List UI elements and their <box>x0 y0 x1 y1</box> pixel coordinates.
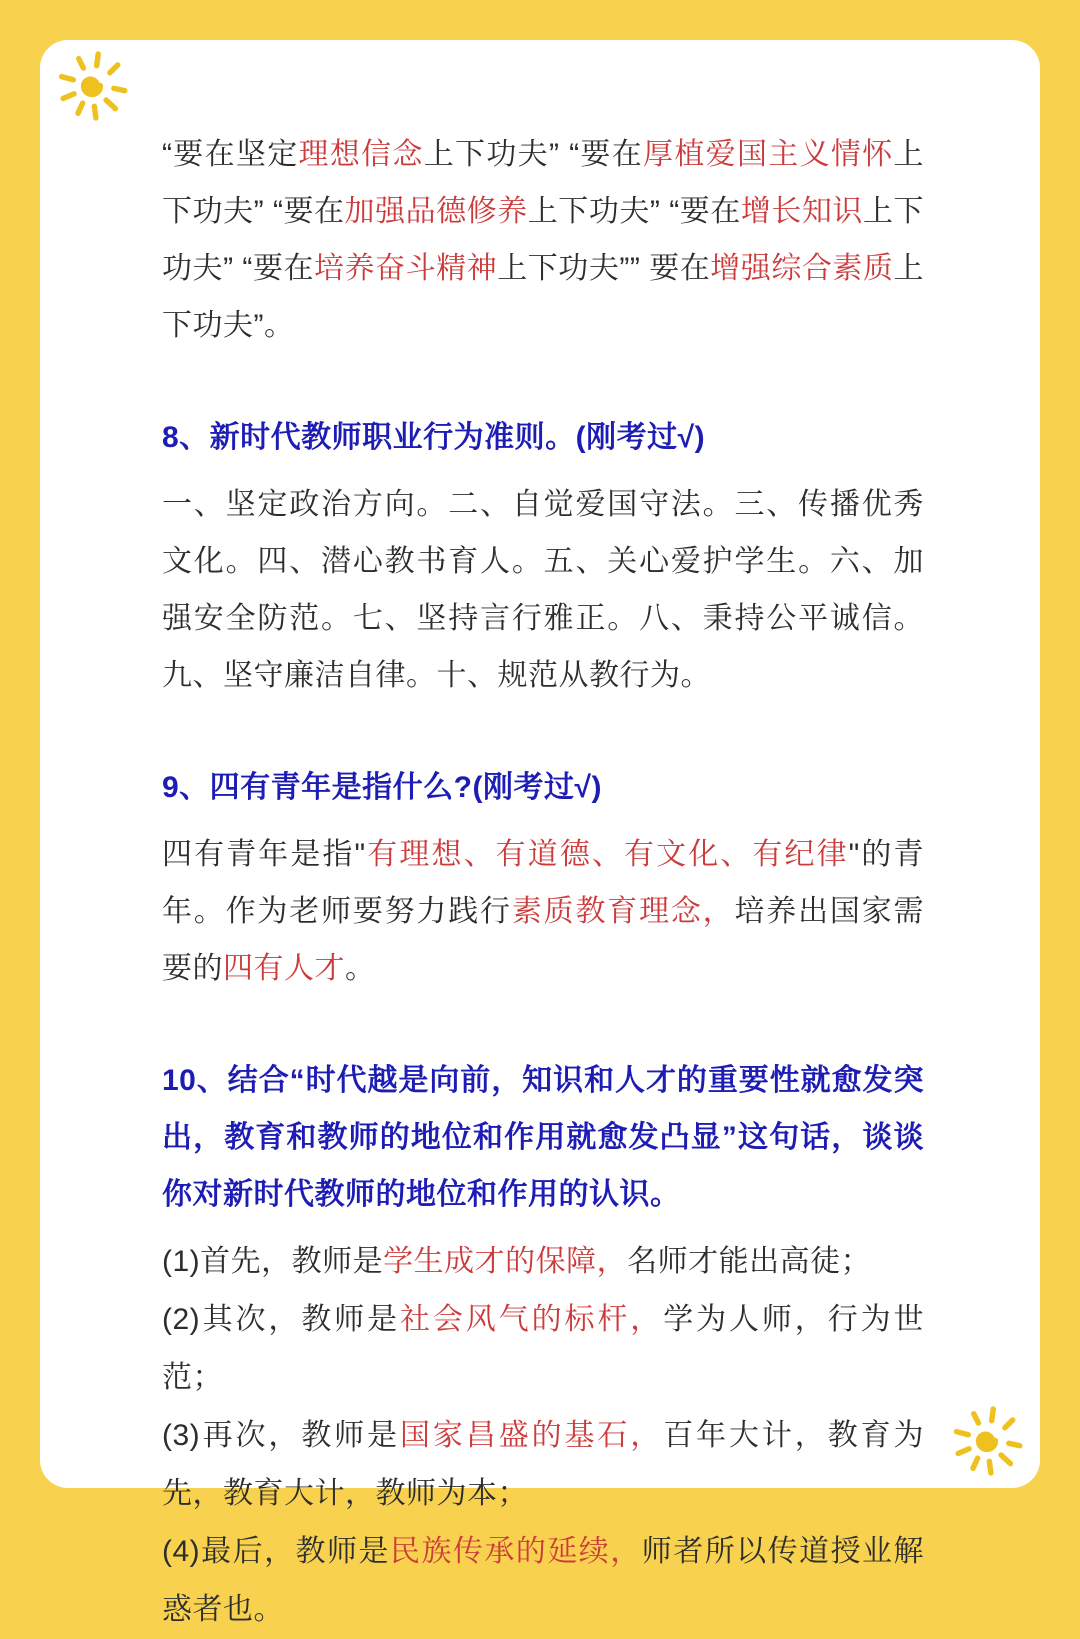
text-segment-black: “要在坚定 <box>162 138 299 171</box>
text-segment-black: 上下功夫”。 <box>162 252 924 342</box>
section-8-heading: 8、新时代教师职业行为准则。(刚考过√) <box>162 421 706 454</box>
text-segment-red: 培养奋斗精神 <box>314 252 498 285</box>
section-9-heading: 9、四有青年是指什么?(刚考过√) <box>162 771 602 804</box>
text-segment-red: 厚植爱国主义情怀 <box>643 138 894 171</box>
text-segment-black: 上下功夫” “要在 <box>162 195 925 285</box>
text-segment-black: (3)再次，教师是 <box>162 1419 400 1452</box>
text-segment-red: 理想信念 <box>298 138 424 171</box>
answer-item-3 <box>162 1407 924 1523</box>
text-segment-black: 上下功夫”” 要在 <box>497 252 711 285</box>
text-segment-black: 学为人师，行为世范； <box>162 1303 925 1394</box>
section-8-body: 一、坚定政治方向。二、自觉爱国守法。三、传播优秀文化。四、潜心教书育人。五、关心爱护学生。六、加强安全防范。七、坚持言行雅正。八、秉持公平诚信。九、坚守廉洁自律。十、规范从教行为。 <box>162 488 924 692</box>
text-segment-black: 四有青年是指" <box>162 838 366 871</box>
answer-item-2 <box>162 1291 924 1407</box>
text-segment-black: 上下功夫” “要在 <box>423 138 644 171</box>
section-9-body <box>162 826 924 997</box>
text-segment-black: 师者所以传道授业解惑者也。 <box>162 1535 925 1626</box>
section-10-answers <box>162 1233 924 1639</box>
text-segment-red: 学生成才的保障， <box>383 1245 628 1278</box>
sun-icon <box>947 1402 1027 1480</box>
text-segment-red: 素质教育理念， <box>511 895 735 928</box>
text-segment-red: 增长知识 <box>740 195 863 228</box>
text-segment-black: "的青年。作为老师要努力践行 <box>162 838 925 928</box>
text-segment-red: 国家昌盛的基石， <box>399 1419 664 1452</box>
answer-item-4 <box>162 1523 924 1639</box>
answer-item-1 <box>162 1233 924 1291</box>
text-segment-red: 社会风气的标杆， <box>399 1303 664 1336</box>
document-content <box>40 40 1040 1639</box>
text-segment-red: 四有人才 <box>223 952 345 985</box>
text-segment-black: 名师才能出高徒； <box>627 1245 872 1278</box>
text-segment-black: (1)首先，教师是 <box>162 1245 384 1278</box>
text-segment-red: 有理想、有道德、有文化、有纪律 <box>365 838 849 871</box>
text-segment-black: (4)最后，教师是 <box>162 1535 390 1568</box>
text-segment-black: 培养出国家需要的 <box>162 895 925 985</box>
text-segment-red: 增强综合素质 <box>710 252 894 285</box>
text-segment-black: 上下功夫” “要在 <box>527 195 741 228</box>
text-segment-black: (2)其次，教师是 <box>162 1303 400 1336</box>
text-segment-black: 百年大计，教育为先，教育大计，教师为本； <box>162 1419 925 1510</box>
intro-paragraph <box>162 126 924 354</box>
text-segment-black: 上下功夫” “要在 <box>162 138 925 228</box>
text-segment-black: 。 <box>345 952 376 985</box>
content-card <box>40 40 1040 1626</box>
text-segment-red: 民族传承的延续， <box>389 1535 642 1568</box>
text-segment-red: 加强品德修养 <box>344 195 528 228</box>
section-10-heading: 10、结合“时代越是向前，知识和人才的重要性就愈发突出，教育和教师的地位和作用就愈发凸显”这句话，谈谈你对新时代教师的地位和作用的认识。 <box>162 1064 924 1211</box>
